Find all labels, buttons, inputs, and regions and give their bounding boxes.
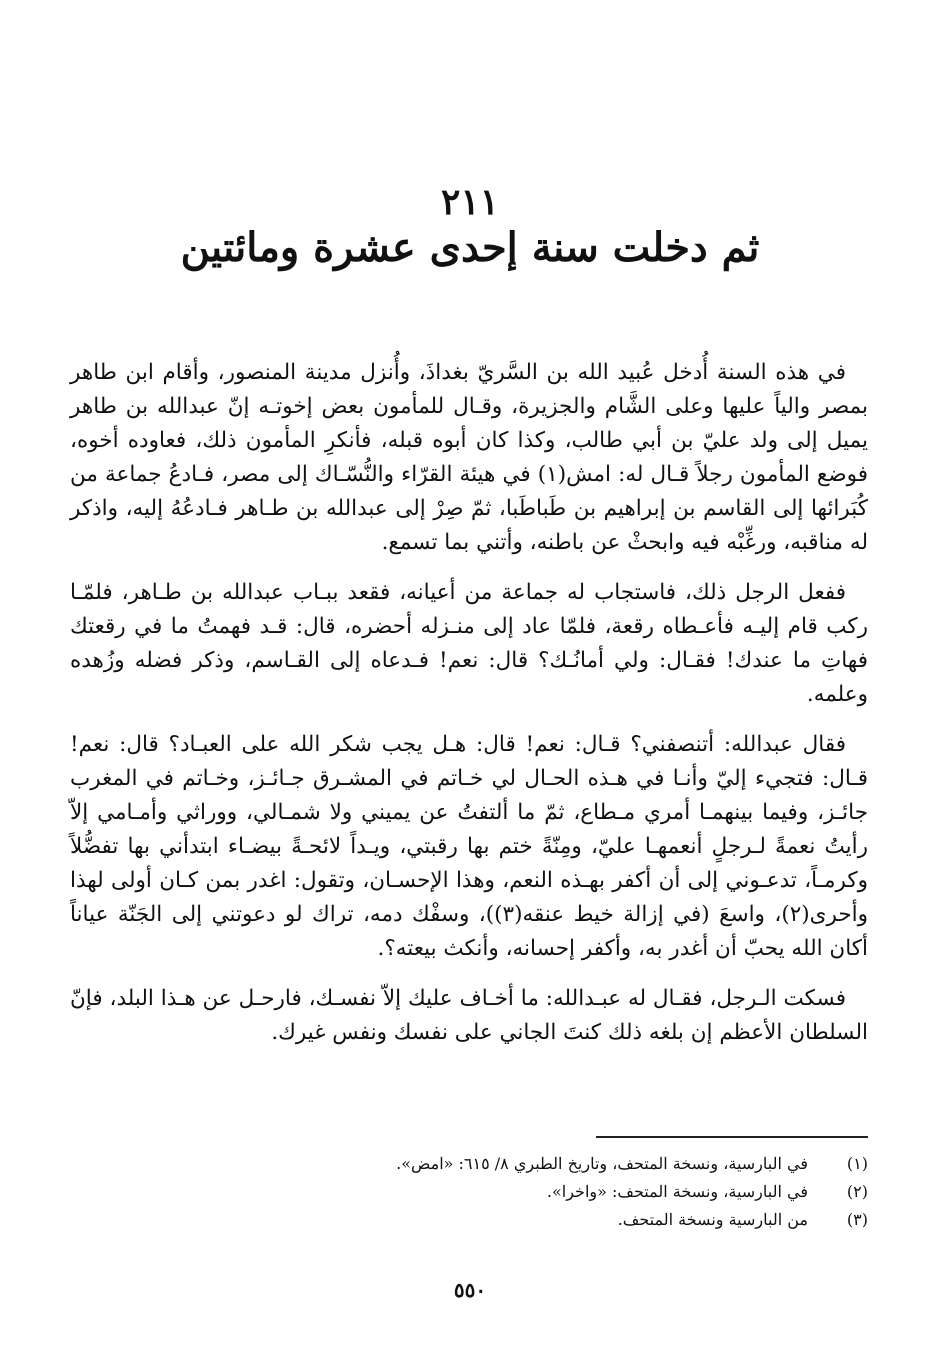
footnote-number: (٢) <box>846 1182 868 1201</box>
year-number: ٢١١ <box>440 181 499 223</box>
paragraph-2: ففعل الرجل ذلك، فاستجاب له جماعة من أعيانه، فقعد ببـاب عبدالله بن طـاهر، فلمّـا ركب قام إليـه فأعـطاه رقعة، فلمّا عاد إلى منـزله أحضره، قال: قـد فهمتُ ما في رقعتك فهاتِ ما عندك! فقـال: ولي أمانُـك؟ قال: نعم! فـدعاه إلى القـاسم، وذكر فضله وزُهده وعلمه. <box>70 580 868 707</box>
page-number: ٥٥٠ <box>453 1278 487 1302</box>
footnote-number: (٣) <box>846 1210 868 1229</box>
chapter-title: ثم دخلت سنة إحدى عشرة ومائتين <box>180 224 760 271</box>
paragraph-1: في هذه السنة أُدخل عُبيد الله بن السَّريّ بغداذَ، وأُنزل مدينة المنصور، وأقام ابن طاهر بمصر والياً عليها وعلى الشَّام والجزيرة، وقـال للمأمون بعض إخوتـه إنّ عبدالله بن طاهر يميل إلى ولد عليّ بن أبي طالب، وكذا كان أبوه قبله، فأنكرِ المأمون ذلك، فعاوده أخوه، فوضع المأمون رجلاً قـال له: امش(١) في هيئة القرّاء والنُّسّـاك إلى مصر، فـادعُ جماعة من كُبَرائها إلى القاسم بن إبراهيم بن طَباطَبا، ثمّ صِرْ إلى عبدالله بن طـاهر فـادعُهُ إليه، واذكر له مناقبه، ورغِّبْه فيه وابحثْ عن باطنه، وأتني بما تسمع. <box>70 360 869 555</box>
footnote-2 <box>70 1178 868 1206</box>
footnote-divider <box>596 1136 868 1138</box>
footnote-text: في البارسية، ونسخة المتحف، وتاريخ الطبري ٨/ ٦١٥: «امض». <box>396 1154 808 1173</box>
footnote-3 <box>70 1206 868 1234</box>
paragraph-4: فسكت الـرجل، فقـال له عبـدالله: ما أخـاف عليك إلاّ نفسـك، فارحـل عن هـذا البلد، فإنّ السلطان الأعظم إن بلغه ذلك كنتَ الجاني على نفسك ونفس غيرك. <box>70 986 868 1045</box>
footnote-text: في البارسية، ونسخة المتحف: «واخرا». <box>546 1182 808 1201</box>
paragraph-3: فقال عبدالله: أتنصفني؟ قـال: نعم! قال: هـل يجب شكر الله على العبـاد؟ قال: نعم! قـال: فتجيء إليّ وأنـا في هـذه الحـال لي خـاتم في المشـرق جـائـز، وخـاتم في المغرب جائـز، وفيما بينهمـا أمري مـطاع، ثمّ ما ألتفتُ عن يميني ولا شمـالي، ووراثي وأمـامي إلاّ رأيتُ نعمةً لـرجلٍ أنعمهـا عليّ، ومِنّةً ختم بها رقبتي، ويـداً لائحـةً بيضـاء ابتدأني بها تفضُّلاً وكرمـاً، تدعـوني إلى أن أكفر بهـذه النعم، وهذا الإحسـان، وتقول: اغدر بمن كـان أولى لهذا وأحرى(٢)، واسعَ (في إزالة خيط عنقه(٣))، وسفْك دمه، تراك لو دعوتني إلى الجَنّة عياناً أكان الله يحبّ أن أغدر به، وأكفر إحسانه، وأنكث بيعته؟. <box>70 732 868 961</box>
footnote-text: من البارسية ونسخة المتحف. <box>617 1210 808 1229</box>
body-text <box>70 356 868 1066</box>
footnote-number: (١) <box>846 1154 868 1173</box>
footnotes <box>70 1150 868 1234</box>
footnote-1 <box>70 1150 868 1178</box>
